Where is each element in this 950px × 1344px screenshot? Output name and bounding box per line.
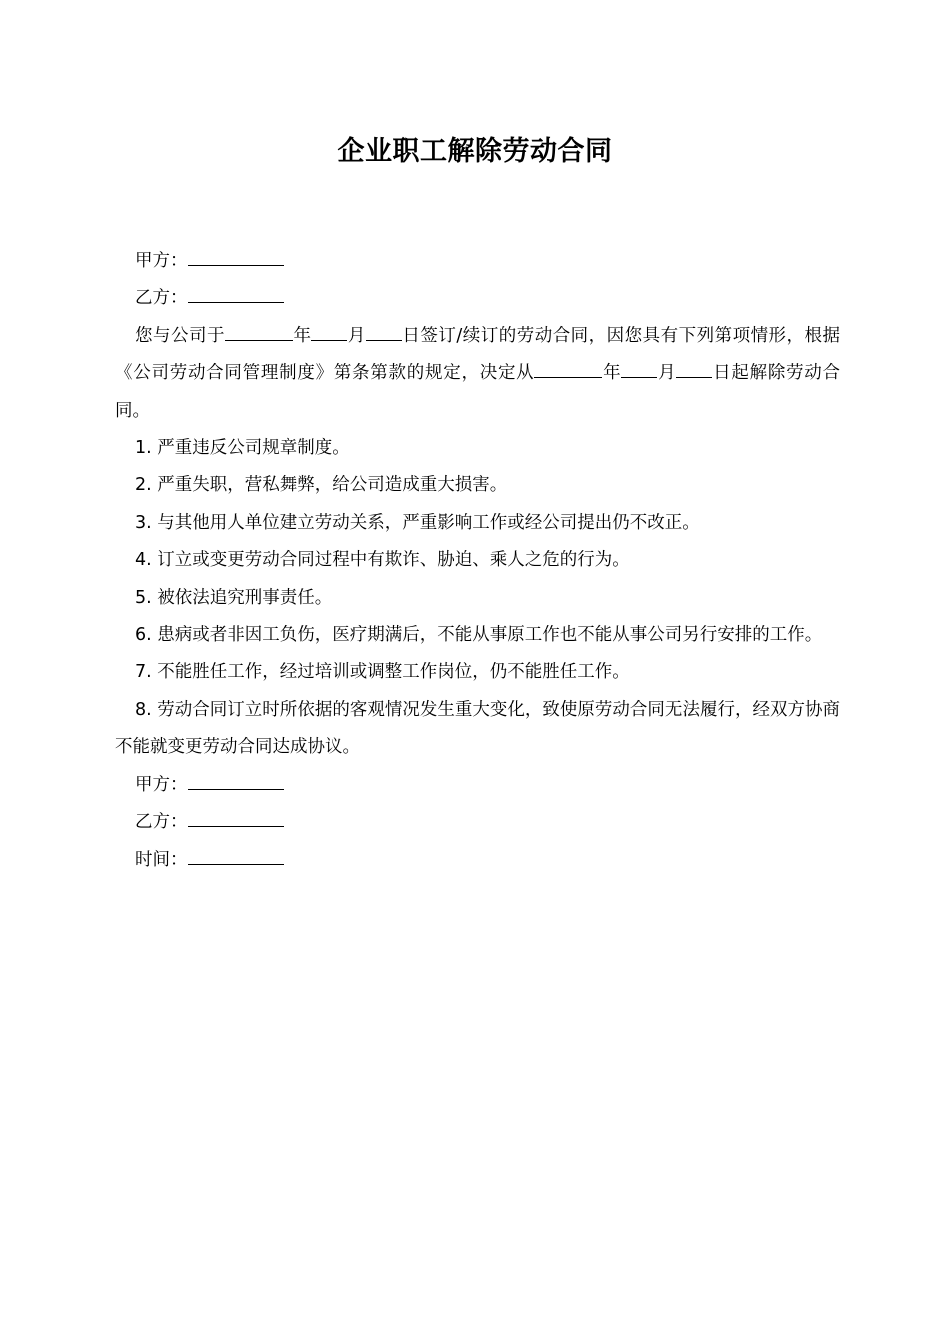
list-item: 5. 被依法追究刑事责任。 (135, 587, 333, 608)
intro-text-start: 您与公司于 (135, 325, 225, 346)
footer-party-b-label: 乙方： (135, 812, 188, 833)
termination-year-blank (534, 361, 602, 379)
party-a-line (115, 243, 840, 280)
intro-text-middle: 日签订/续订的劳动合同，因您具有下列第项情形，根据《公司劳动合同管理制度》第条第款的规定，决定从 (115, 325, 841, 384)
list-item: 6. 患病或者非因工负伤，医疗期满后，不能从事原工作也不能从事公司另行安排的工作。 (135, 625, 823, 646)
list-item: 2. 严重失职，营私舞弊，给公司造成重大损害。 (135, 475, 508, 496)
termination-day-blank (676, 361, 712, 379)
footer-party-b-blank (188, 809, 284, 827)
termination-month-label: 月 (657, 363, 677, 384)
list-item: 8. 劳动合同订立时所依据的客观情况发生重大变化，致使原劳动合同无法履行，经双方协商不能就变更劳动合同达成协议。 (115, 699, 840, 758)
list-item: 3. 与其他用人单位建立劳动关系，严重影响工作或经公司提出仍不改正。 (135, 512, 700, 533)
party-b-line (115, 280, 840, 317)
footer-time-blank (188, 847, 284, 865)
party-a-blank (188, 248, 284, 266)
intro-text-end: 日起解除劳动合同。 (115, 363, 841, 421)
footer-party-b-line (115, 804, 840, 841)
list-item: 4. 订立或变更劳动合同过程中有欺诈、胁迫、乘人之危的行为。 (135, 550, 630, 571)
document-body (115, 243, 840, 879)
party-b-blank (188, 286, 284, 304)
party-b-label: 乙方： (135, 288, 188, 309)
footer-time-label: 时间： (135, 849, 188, 870)
signed-day-blank (366, 323, 402, 341)
signed-month-label: 月 (347, 325, 366, 346)
party-a-label: 甲方： (135, 251, 188, 271)
footer-party-a-label: 甲方： (135, 774, 188, 795)
termination-year-label: 年 (602, 363, 622, 384)
list-item: 1. 严重违反公司规章制度。 (135, 438, 350, 459)
termination-month-blank (621, 361, 657, 379)
signed-month-blank (311, 323, 347, 341)
signed-year-label: 年 (292, 325, 312, 346)
intro-paragraph (115, 318, 840, 430)
list-item: 7. 不能胜任工作，经过培训或调整工作岗位，仍不能胜任工作。 (135, 662, 630, 683)
footer-time-line (115, 842, 840, 879)
footer-party-a-line (115, 767, 840, 804)
signed-year-blank (225, 323, 293, 341)
document-title: 企业职工解除劳动合同 (337, 136, 613, 167)
footer-party-a-blank (188, 772, 284, 790)
